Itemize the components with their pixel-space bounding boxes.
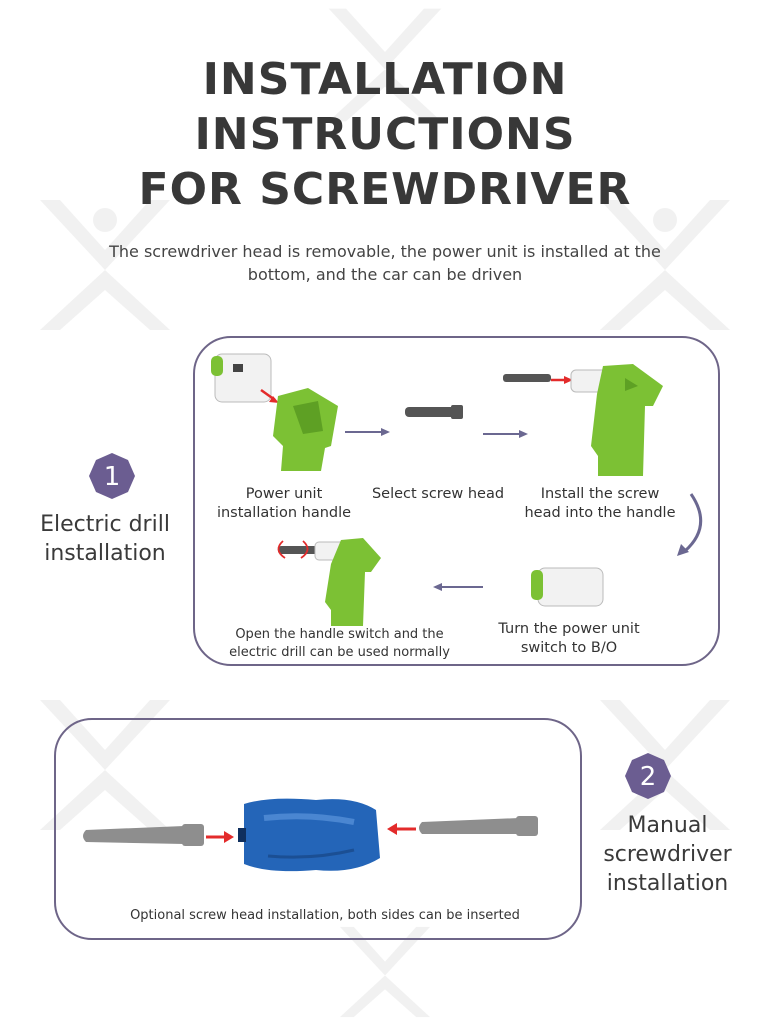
- section-title-line: installation: [606, 871, 729, 896]
- section-title-electric: [20, 510, 190, 568]
- page-title: [0, 52, 770, 217]
- badge-number: 1: [103, 462, 121, 492]
- title-line: FOR SCREWDRIVER: [138, 164, 632, 215]
- title-line: INSTRUCTIONS: [194, 109, 576, 160]
- gray-arrow-icon: [433, 583, 483, 591]
- drill-ready-icon: [278, 538, 381, 626]
- caption-line: head into the handle: [524, 505, 676, 521]
- red-arrow-icon: [206, 831, 234, 843]
- caption-select-head: [364, 485, 512, 504]
- screw-bit-right-icon: [419, 816, 538, 836]
- step-badge-1: [88, 452, 136, 500]
- gray-arrow-icon: [483, 430, 528, 438]
- caption-power-unit: [205, 485, 363, 523]
- section-title-line: installation: [44, 541, 166, 566]
- caption-optional-head: Optional screw head installation, both sides can be inserted: [130, 908, 520, 923]
- section-title-line: Electric drill: [40, 512, 170, 537]
- blue-screwdriver-body-icon: [238, 799, 380, 871]
- caption-line: Select screw head: [371, 486, 505, 502]
- caption-line: Open the handle switch and the: [235, 627, 444, 642]
- caption-line: Turn the power unit: [498, 621, 640, 637]
- caption-line: electric drill can be used normally: [229, 645, 450, 660]
- page-subtitle: The screwdriver head is removable, the power unit is installed at the bottom, and the car can be driven: [109, 242, 661, 284]
- caption-line: Power unit: [245, 486, 323, 502]
- section-title-manual: [585, 811, 750, 898]
- section-title-line: screwdriver: [603, 842, 732, 867]
- drill-handle-icon: [273, 388, 338, 471]
- badge-number: 2: [639, 762, 657, 792]
- power-unit-icon: [531, 568, 603, 606]
- section-title-line: Manual: [627, 813, 708, 838]
- caption-line: installation handle: [216, 505, 352, 521]
- red-arrow-icon: [387, 823, 416, 835]
- screw-bit-left-icon: [83, 824, 204, 846]
- caption-install-head: [515, 485, 685, 523]
- caption-turn-switch: [484, 620, 654, 658]
- power-unit-icon: [211, 354, 271, 402]
- caption-line: Install the screw: [540, 486, 660, 502]
- title-line: INSTALLATION: [202, 54, 568, 105]
- caption-open-switch: [212, 626, 467, 662]
- drill-assembled-icon: [503, 364, 663, 476]
- gray-arrow-icon: [345, 428, 390, 436]
- caption-line: switch to B/O: [520, 640, 618, 656]
- screw-head-icon: [405, 405, 463, 419]
- step-badge-2: [624, 752, 672, 800]
